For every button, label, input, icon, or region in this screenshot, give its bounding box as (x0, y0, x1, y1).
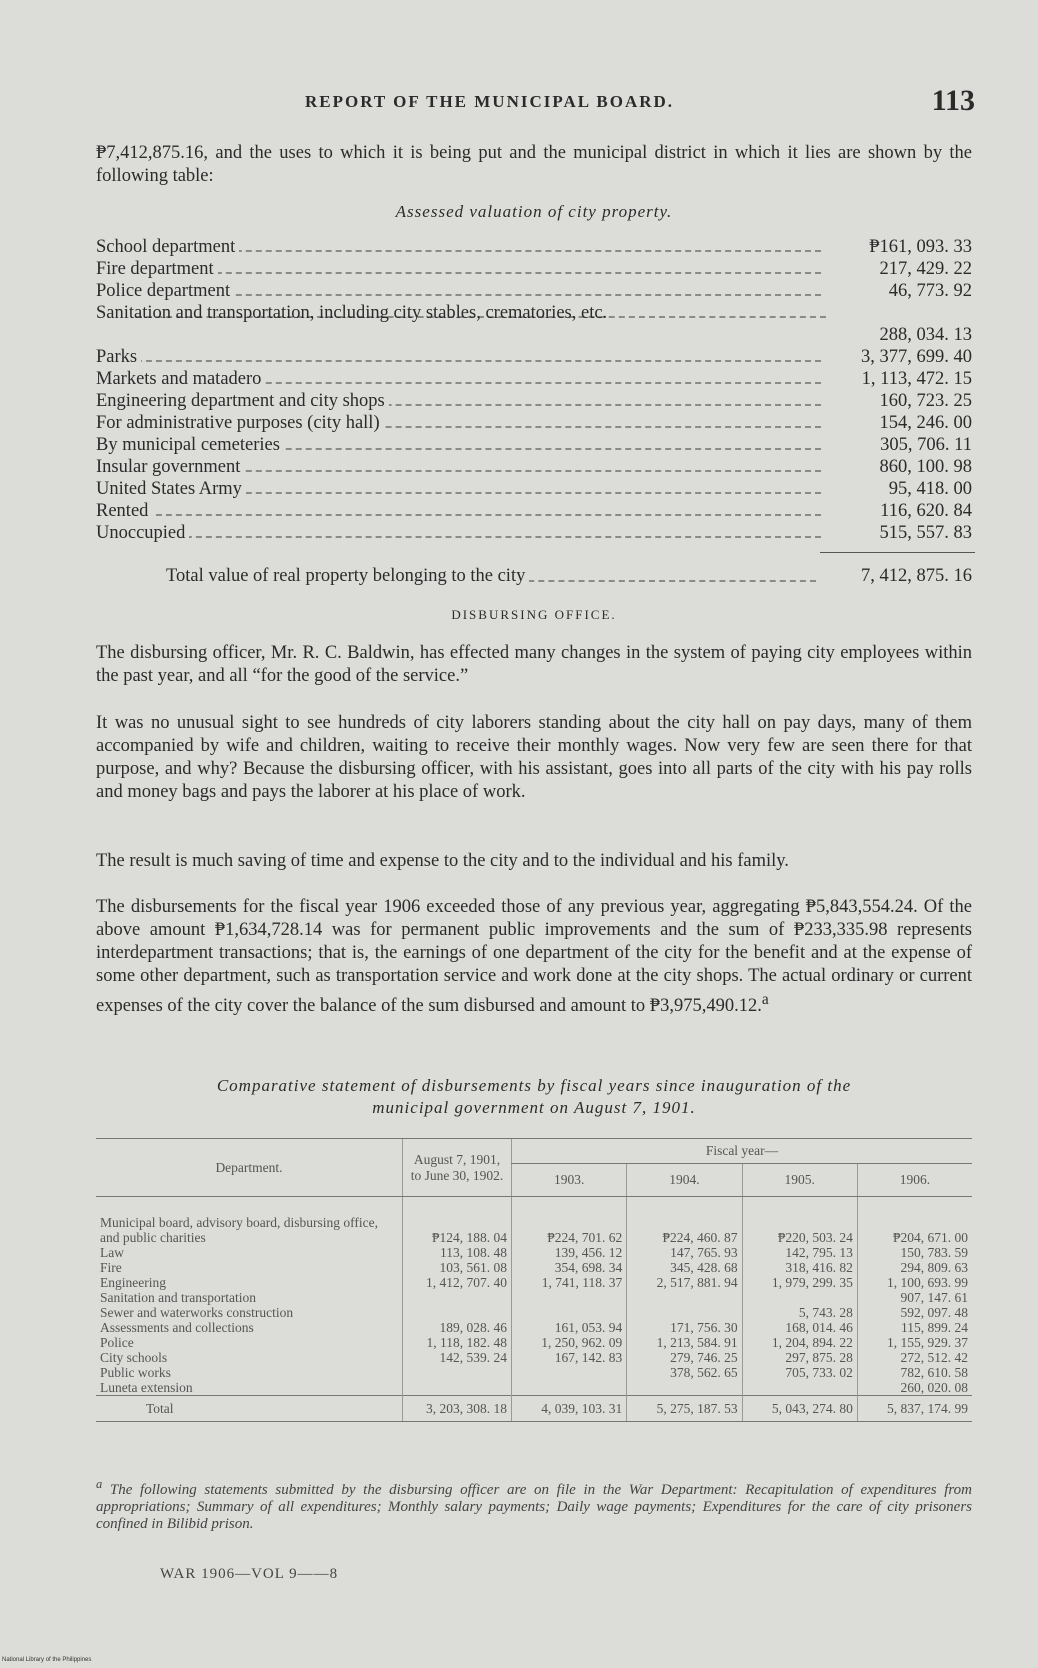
valuation-row (96, 478, 972, 500)
total-row (96, 1396, 972, 1422)
amount-cell (512, 1380, 627, 1396)
amount-cell: 260, 020. 08 (857, 1380, 972, 1396)
amount-cell: 5, 743. 28 (742, 1305, 857, 1320)
table-row (96, 1245, 972, 1260)
table-row (96, 1335, 972, 1350)
comparative-caption-1: Comparative statement of disbursements by fiscal years since inauguration of the (216, 1076, 852, 1095)
signature-mark: WAR 1906—VOL 9——8 (160, 1566, 339, 1582)
valuation-label: Sanitation and transportation, including city stables, crematories, etc. (96, 303, 608, 323)
page-number: 113 (931, 84, 975, 117)
valuation-row (96, 280, 972, 302)
total-amount: 3, 203, 308. 18 (403, 1396, 512, 1422)
valuation-row (96, 368, 972, 390)
department-cell: Police (100, 1335, 134, 1350)
valuation-amount: 154, 246. 00 (879, 413, 972, 433)
valuation-row (96, 258, 972, 280)
department-cell: Sanitation and transportation (100, 1290, 256, 1305)
table-row (96, 1197, 972, 1246)
valuation-amount: 95, 418. 00 (888, 479, 972, 499)
valuation-label: Engineering department and city shops (96, 391, 389, 411)
department-cell: City schools (100, 1350, 168, 1365)
table-row (96, 1305, 972, 1320)
amount-cell: 113, 108. 48 (403, 1245, 512, 1260)
amount-cell (403, 1305, 512, 1320)
amount-cell: ₱220, 503. 24 (742, 1197, 857, 1246)
amount-cell (512, 1365, 627, 1380)
valuation-label: Police department (96, 281, 234, 301)
valuation-amount: 160, 723. 25 (879, 391, 972, 411)
amount-cell (742, 1290, 857, 1305)
intro-paragraph: ₱7,412,875.16, and the uses to which it is being put and the municipal district in which it lies are shown by the following table: (96, 143, 972, 186)
paragraph-4 (96, 896, 972, 1018)
amount-cell: 142, 539. 24 (403, 1350, 512, 1365)
amount-cell (627, 1290, 742, 1305)
amount-cell: 142, 795. 13 (742, 1245, 857, 1260)
amount-cell (512, 1290, 627, 1305)
amount-cell (627, 1380, 742, 1396)
valuation-total-row (96, 564, 972, 588)
amount-cell: 279, 746. 25 (627, 1350, 742, 1365)
valuation-amount: 860, 100. 98 (879, 457, 972, 477)
amount-cell: 354, 698. 34 (512, 1260, 627, 1275)
page-header (90, 84, 975, 124)
amount-cell: 161, 053. 94 (512, 1320, 627, 1335)
valuation-label: Insular government (96, 457, 244, 477)
department-cell: Sewer and waterworks construction (100, 1305, 294, 1320)
valuation-amount: 116, 620. 84 (880, 501, 972, 521)
total-amount: 5, 837, 174. 99 (857, 1396, 972, 1422)
valuation-label: Rented (96, 501, 152, 521)
col-department: Department. (96, 1139, 403, 1197)
footnote (96, 1476, 972, 1533)
table-row (96, 1350, 972, 1365)
department-cell: Fire (100, 1260, 122, 1275)
col-first-period: August 7, 1901, to June 30, 1902. (403, 1139, 512, 1197)
amount-cell: 782, 610. 58 (857, 1365, 972, 1380)
amount-cell: 1, 100, 693. 99 (857, 1275, 972, 1290)
amount-cell: 1, 979, 299. 35 (742, 1275, 857, 1290)
total-rule (820, 552, 975, 553)
amount-cell: 907, 147. 61 (857, 1290, 972, 1305)
valuation-amount: 217, 429. 22 (879, 259, 972, 279)
amount-cell: 167, 142. 83 (512, 1350, 627, 1365)
valuation-amount: 515, 557. 83 (879, 523, 972, 543)
department-cell: Luneta extension (100, 1380, 193, 1395)
department-cell: Assessments and collections (100, 1320, 254, 1335)
amount-cell: 1, 213, 584. 91 (627, 1335, 742, 1350)
valuation-label: School department (96, 237, 239, 257)
col-year: 1903. (512, 1164, 627, 1197)
valuation-caption: Assessed valuation of city property. (395, 202, 673, 221)
amount-cell: 189, 028. 46 (403, 1320, 512, 1335)
valuation-row (96, 390, 972, 412)
valuation-row (96, 346, 972, 368)
department-cell: Law (100, 1245, 124, 1260)
running-title: REPORT OF THE MUNICIPAL BOARD. (305, 92, 675, 111)
amount-cell: 297, 875. 28 (742, 1350, 857, 1365)
col-fiscal-year: Fiscal year— (512, 1139, 973, 1164)
valuation-label: Unoccupied (96, 523, 189, 543)
amount-cell (742, 1380, 857, 1396)
valuation-label: Parks (96, 347, 141, 367)
amount-cell (403, 1290, 512, 1305)
valuation-amount: 46, 773. 92 (888, 281, 972, 301)
amount-cell: ₱224, 460. 87 (627, 1197, 742, 1246)
valuation-amount: 3, 377, 699. 40 (861, 347, 972, 367)
amount-cell (512, 1305, 627, 1320)
amount-cell: 345, 428. 68 (627, 1260, 742, 1275)
paragraph-1: The disbursing officer, Mr. R. C. Baldwin, has effected many changes in the system of paying city employees within the past year, and all “for the good of the service.” (96, 643, 972, 686)
department-cell: Municipal board, advisory board, disbursing office, and public charities (100, 1215, 378, 1245)
paragraph-4-text: The disbursements for the fiscal year 1906 exceeded those of any previous year, aggregating ₱5,843,554.24. Of the above amount ₱1,634,728.14 was for permanent public improvements and the sum of ₱233,335.98 represents interdepartment transactions; that is, the earnings of one department of the city for the benefit and at the expense of some other department, such as transportation service and work done at the city shops. The actual ordinary or current expenses of the city cover the balance of the sum disbursed and amount to ₱3,975,490.12. (96, 897, 972, 1017)
valuation-amount: 288, 034. 13 (879, 325, 972, 345)
disbursements-table (96, 1138, 972, 1422)
amount-cell: 1, 250, 962. 09 (512, 1335, 627, 1350)
amount-cell: 294, 809. 63 (857, 1260, 972, 1275)
department-cell: Engineering (100, 1275, 166, 1290)
amount-cell (403, 1380, 512, 1396)
footnote-marker: a (96, 1477, 103, 1491)
amount-cell: 168, 014. 46 (742, 1320, 857, 1335)
valuation-label: By municipal cemeteries (96, 435, 284, 455)
footnote-text: The following statements submitted by the disbursing officer are on file in the War Department: Recapitulation of expenditures from appropriations; Summary of all expenditures; Monthly salary payments; Daily wage payments; Expenditures for the care of city prisoners confined in Bilibid prison. (96, 1482, 973, 1532)
table-row (96, 1275, 972, 1290)
valuation-label: United States Army (96, 479, 246, 499)
valuation-total-amount: 7, 412, 875. 16 (861, 566, 972, 586)
amount-cell: ₱204, 671. 00 (857, 1197, 972, 1246)
col-year: 1905. (742, 1164, 857, 1197)
amount-cell: ₱124, 188. 04 (403, 1197, 512, 1246)
valuation-row (96, 302, 972, 346)
valuation-row (96, 236, 972, 258)
amount-cell: 378, 562. 65 (627, 1365, 742, 1380)
col-year: 1906. (857, 1164, 972, 1197)
footnote-ref: a (761, 991, 769, 1008)
department-cell: Public works (100, 1365, 171, 1380)
library-watermark: National Library of the Philippines (2, 1657, 92, 1663)
amount-cell: 272, 512. 42 (857, 1350, 972, 1365)
paragraph-2: It was no unusual sight to see hundreds of city laborers standing about the city hall on pay days, many of them accompanied by wife and children, waiting to receive their monthly wages. Now very few are seen there for that purpose, and why? Because the disbursing officer, with his assistant, goes into all parts of the city with his pay rolls and money bags and pays the laborer at his place of work. (96, 713, 972, 802)
table-row (96, 1320, 972, 1335)
table-row (96, 1380, 972, 1396)
table-row (96, 1260, 972, 1275)
amount-cell: 1, 155, 929. 37 (857, 1335, 972, 1350)
amount-cell (627, 1305, 742, 1320)
total-label: Total (96, 1396, 403, 1422)
valuation-row (96, 522, 972, 544)
col-year: 1904. (627, 1164, 742, 1197)
amount-cell: 2, 517, 881. 94 (627, 1275, 742, 1290)
amount-cell: 1, 118, 182. 48 (403, 1335, 512, 1350)
valuation-amount: 1, 113, 472. 15 (861, 369, 972, 389)
table-row (96, 1365, 972, 1380)
valuation-row (96, 500, 972, 522)
valuation-amount: ₱161, 093. 33 (869, 237, 972, 257)
amount-cell: 1, 412, 707. 40 (403, 1275, 512, 1290)
valuation-label: Fire department (96, 259, 218, 279)
total-amount: 4, 039, 103. 31 (512, 1396, 627, 1422)
table-row (96, 1290, 972, 1305)
valuation-label: Markets and matadero (96, 369, 265, 389)
valuation-amount: 305, 706. 11 (880, 435, 972, 455)
valuation-total-label: Total value of real property belonging to the city (166, 566, 529, 586)
total-amount: 5, 043, 274. 80 (742, 1396, 857, 1422)
amount-cell: 705, 733. 02 (742, 1365, 857, 1380)
valuation-row (96, 456, 972, 478)
amount-cell: 150, 783. 59 (857, 1245, 972, 1260)
amount-cell: 1, 741, 118. 37 (512, 1275, 627, 1290)
amount-cell: 1, 204, 894. 22 (742, 1335, 857, 1350)
amount-cell: ₱224, 701. 62 (512, 1197, 627, 1246)
comparative-caption-2: municipal government on August 7, 1901. (372, 1098, 696, 1117)
amount-cell: 318, 416. 82 (742, 1260, 857, 1275)
valuation-label: For administrative purposes (city hall) (96, 413, 384, 433)
valuation-table (96, 236, 972, 544)
valuation-row (96, 412, 972, 434)
total-amount: 5, 275, 187. 53 (627, 1396, 742, 1422)
amount-cell: 103, 561. 08 (403, 1260, 512, 1275)
section-heading: DISBURSING OFFICE. (451, 607, 617, 622)
amount-cell: 115, 899. 24 (857, 1320, 972, 1335)
amount-cell: 592, 097. 48 (857, 1305, 972, 1320)
amount-cell (403, 1365, 512, 1380)
amount-cell: 171, 756. 30 (627, 1320, 742, 1335)
amount-cell: 147, 765. 93 (627, 1245, 742, 1260)
valuation-row (96, 434, 972, 456)
amount-cell: 139, 456. 12 (512, 1245, 627, 1260)
paragraph-3: The result is much saving of time and expense to the city and to the individual and his family. (96, 851, 789, 871)
